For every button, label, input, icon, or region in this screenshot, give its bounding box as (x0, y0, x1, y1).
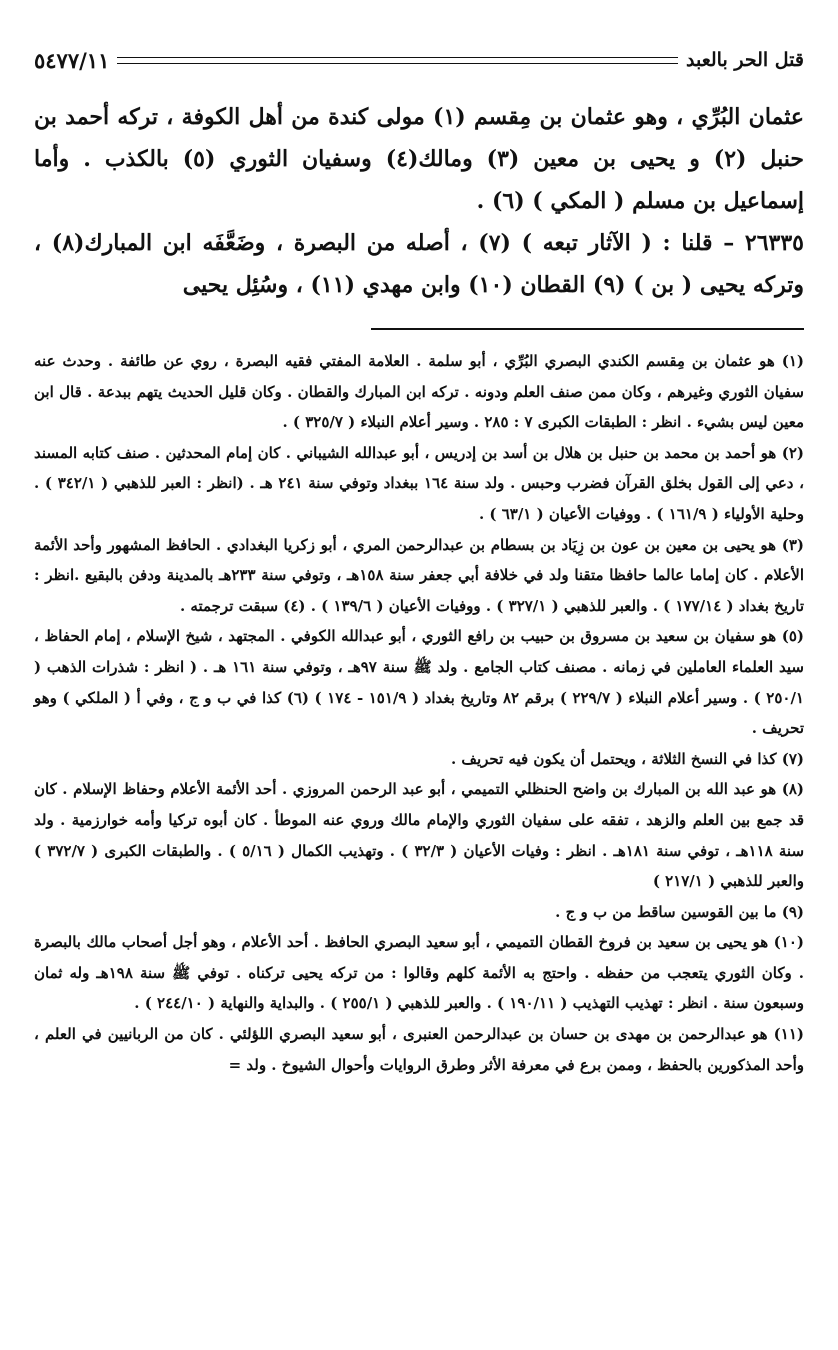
footnote: (٩) ما بين القوسين ساقط من ب و ج . (555, 902, 804, 921)
page-number: ٥٤٧٧/١١ (34, 47, 110, 73)
footnote: (٢) هو أحمد بن محمد بن حنبل بن هلال بن أسد بن إدريس ، أبو عبدالله الشيباني . كان إمام المحدثين . صنف كتابه المسند ، دعي إلى القول بخلق القرآن فضرب وحبس . ولد سنة ١٦٤ ببغداد وتوفي سنة ٢٤١ هـ . (انظر : العبر للذهبي ( ٣٤٢/١ ) . وحلية الأولياء ( ١٦١/٩ ) . ووفيات الأعيان ( ٦٣/١ ) . (34, 443, 805, 523)
footnote: (١٠) هو يحيى بن سعيد بن فروخ القطان التميمي ، أبو سعيد البصري الحافظ . أحد الأعلام ، وهو أجل أصحاب مالك بالبصرة . وكان الثوري يتعجب من حفظه . واحتج به الأئمة كلهم وقالوا : من تركه يحيى تركناه . توفي ﷺ سنة ١٩٨هـ وله ثمان وسبعون سنة . انظر : تهذيب التهذيب ( ١٩٠/١١ ) . والعبر للذهبي ( ٢٥٥/١ ) . والبداية والنهاية ( ٢٤٤/١٠ ) . (34, 933, 804, 1013)
main-paragraph: عثمان البُرِّي ، وهو عثمان بن مِقسم (١) مولى كندة من أهل الكوفة ، تركه أحمد بن حنبل (٢) و يحيى بن معين (٣) ومالك(٤) وسفيان الثوري (٥) بالكذب . وأما إسماعيل بن مسلم ( المكي ) (٦) . (34, 104, 805, 214)
footnote: (١١) هو عبدالرحمن بن مهدى بن حسان بن عبدالرحمن العنبرى ، أبو سعيد البصري اللؤلئي . كان من الربانيين في العلم ، وأحد المذكورين بالحفظ ، وممن برع في معرفة الأثر وطرق الروايات وأحوال الشيوخ . ولد = (34, 1025, 804, 1074)
header-rule (117, 57, 678, 64)
main-text (34, 96, 804, 306)
book-page (34, 40, 804, 1080)
footnotes (34, 346, 804, 1080)
footnote: (٨) هو عبد الله بن المبارك بن واضح الحنظلي التميمي ، أبو عبد الرحمن المروزي . أحد الأئمة الأعلام وحفاظ الإسلام . كان قد جمع بين العلم والزهد ، تفقه على سفيان الثوري والإمام مالك وروي عنه الموطأ . كان أبوه تركيا وأمه خوارزمية . ولد سنة ١١٨هـ ، توفي سنة ١٨١هـ . انظر : وفيات الأعيان ( ٣٢/٣ ) . وتهذيب الكمال ( ٥/١٦ ) . والطبقات الكبرى ( ٣٧٢/٧ ) والعبر للذهبي ( ٢١٧/١ ) (34, 780, 805, 891)
footnote: (٥) هو سفيان بن سعيد بن مسروق بن حبيب بن رافع الثوري ، أبو عبدالله الكوفي . المجتهد ، شيخ الإسلام ، إمام الحفاظ ، سيد العلماء العاملين في زمانه . مصنف كتاب الجامع . ولد ﷺ سنة ٩٧هـ ، وتوفي سنة ١٦١ هـ . ( انظر : شذرات الذهب ( ٢٥٠/١ ) . وسير أعلام النبلاء ( ٢٢٩/٧ ) برقم ٨٢ وتاريخ بغداد ( ١٥١/٩ - ١٧٤ ) (٦) كذا في ب و ج ، وفي أ ( الملكي ) وهو تحريف . (34, 627, 804, 738)
running-header (34, 40, 804, 80)
footnote: (٣) هو يحيى بن معين بن عون بن زِيَاد بن بسطام بن عبدالرحمن المري ، أبو زكريا البغدادي . الحافظ المشهور وأحد الأئمة الأعلام . كان إماما عالما حافظا متقنا ولد في خلافة أبي جعفر سنة ١٥٨هـ ، وتوفي سنة ٢٣٣هـ بالمدينة ودفن بالبقيع .انظر : تاريخ بغداد ( ١٧٧/١٤ ) . والعبر للذهبي ( ٣٢٧/١ ) . ووفيات الأعيان ( ١٣٩/٦ ) . (٤) سبقت ترجمته . (34, 535, 805, 615)
footnote: (١) هو عثمان بن مِقسم الكندي البصري البُرِّي ، أبو سلمة . العلامة المفتي فقيه البصرة ، روي عن طائفة . وحدث عنه سفيان الثوري وغيرهم ، وكان ممن صنف العلم ودونه . تركه ابن المبارك والقطان . وكان قليل الحديث يتهم ببدعة . قال ابن معين ليس بشيء . انظر : الطبقات الكبرى ٧ : ٢٨٥ . وسير أعلام النبلاء ( ٣٢٥/٧ ) . (34, 352, 804, 432)
footnote: (٧) كذا في النسخ الثلاثة ، ويحتمل أن يكون فيه تحريف . (450, 749, 804, 768)
main-paragraph: ٢٦٣٣٥ – قلنا : ( الآثار تبعه ) (٧) ، أصله من البصرة ، وضَعَّفَه ابن المبارك(٨) ، وتركه يحيى ( بن ) (٩) القطان (١٠) وابن مهدي (١١) ، وسُئِل يحيى (34, 230, 804, 298)
running-title: قتل الحر بالعبد (686, 49, 804, 71)
footnote-separator (371, 328, 804, 330)
